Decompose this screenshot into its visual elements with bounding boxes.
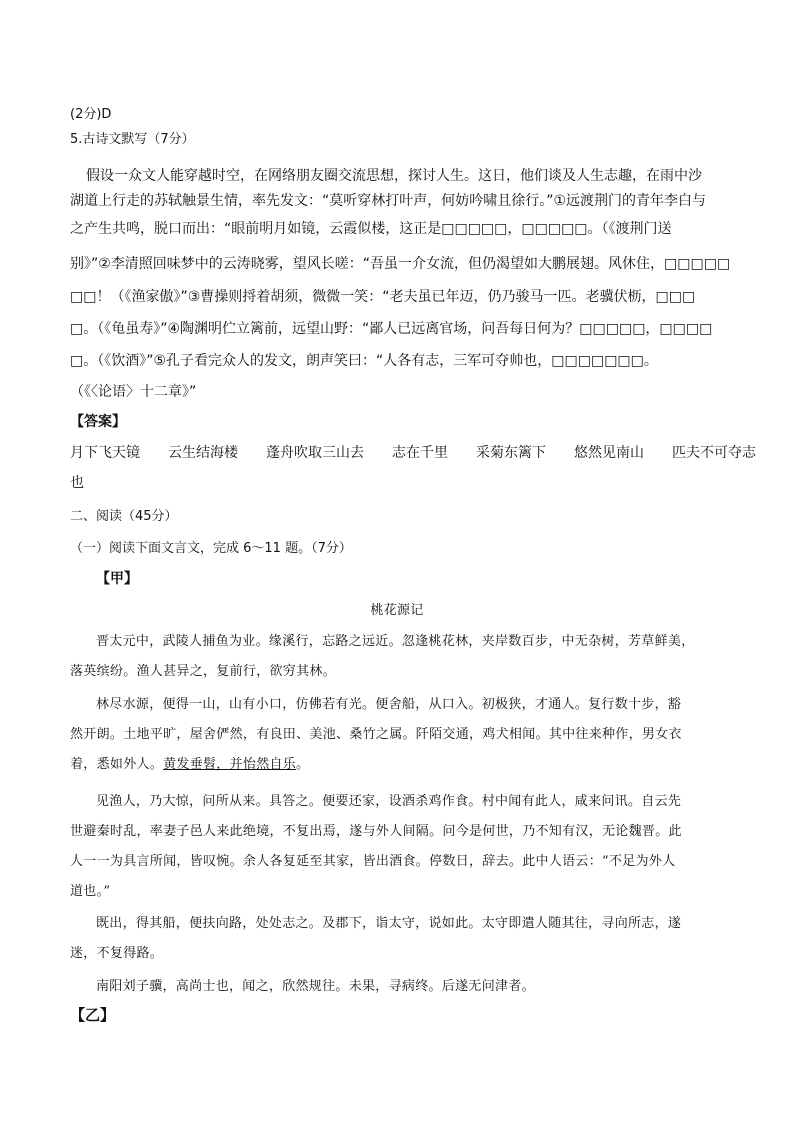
answer-item: 志在千里: [392, 445, 448, 461]
q5-heading: 5.古诗文默写（7分）: [70, 132, 195, 147]
passage-line: 着，悉如外人。黄发垂髫，并怡然自乐。: [70, 757, 310, 772]
q5-line: （《〈论语〉十二章》”: [70, 384, 197, 400]
passage-line: 道也。”: [70, 884, 111, 899]
passage-line: 然开朗。土地平旷，屋舍俨然，有良田、美池、桑竹之属。阡陌交通，鸡犬相闻。其中往来种作，男女衣: [70, 727, 682, 742]
passage-line: 南阳刘子骥，高尚士也，闻之，欣然规往。未果，寻病终。后遂无问津者。: [96, 979, 535, 994]
passage-line: 世避秦时乱，率妻子邑人来此绝境，不复出焉，遂与外人间隔。问今是何世，乃不知有汉，无论魏晋。此: [70, 824, 682, 839]
q5-line: 湖道上行走的苏轼触景生情，率先发文：“莫听穿林打叶声，何妨吟啸且徐行。”①远渡荆门的青年李白与: [70, 193, 707, 209]
answer-tail: 也: [70, 475, 84, 491]
q4-answer: (2分)D: [70, 107, 112, 122]
answer-item: 蓬舟吹取三山去: [266, 445, 364, 461]
q5-line: 之产生共鸣，脱口而出：“眼前明月如镜，云霞似楼，这正是□□□□□，□□□□□。（《渡荆门送: [70, 221, 672, 237]
answer-item: 云生结海楼: [168, 445, 238, 461]
yi-label: 【乙】: [70, 1006, 116, 1024]
q5-line: 别》”②李清照回味梦中的云涛晓雾，望风长嗟：“吾虽一介女流，但仍渴望如大鹏展翅。风休住，□□□□□: [70, 256, 731, 272]
answer-item: 匹夫不可夺志: [672, 445, 756, 461]
q5-line: □□！（《渔家傲》”③曹操则捋着胡须，微微一笑：“老夫虽已年迈，仍乃骏马一匹。老骥伏枥，□□□: [70, 289, 696, 305]
passage-line: 落英缤纷。渔人甚异之，复前行，欲穷其林。: [70, 664, 337, 679]
answer-item: 采菊东篱下: [476, 445, 546, 461]
passage-line: 晋太元中，武陵人捕鱼为业。缘溪行，忘路之远近。忽逢桃花林，夹岸数百步，中无杂树，芳草鲜美，: [96, 634, 695, 649]
section-subheading: （一）阅读下面文言文，完成 6～11 题。（7分）: [70, 541, 352, 556]
jia-label: 【甲】: [96, 571, 138, 587]
passage-line: 迷，不复得路。: [70, 946, 164, 961]
passage-line: 林尽水源，便得一山，山有小口，仿佛若有光。便舍船，从口入。初极狭，才通人。复行数十步，豁: [96, 697, 682, 712]
passage-title: 桃花源记: [370, 603, 424, 618]
underlined-phrase: 黄发垂髫，并怡然自乐: [163, 757, 297, 772]
answer-list: [70, 442, 756, 462]
passage-line: 人一一为具言所闻，皆叹惋。余人各复延至其家，皆出酒食。停数日，辞去。此中人语云：“不足为外人: [70, 854, 676, 869]
q5-line: □。（《龟虽寿》”④陶渊明伫立篱前，远望山野：“鄙人已远离官场，问吾每日何为？□□□□□，□□□□: [70, 321, 713, 337]
passage-line: 见渔人，乃大惊，问所从来。具答之。便要还家，设酒杀鸡作食。村中闻有此人，咸来问讯。自云先: [96, 794, 682, 809]
q5-line: □。（《饮酒》”⑤孔子看完众人的发文，朗声笑曰：“人各有志，三军可夺帅也，□□□□□□□。: [70, 353, 658, 369]
answer-label: 【答案】: [70, 414, 126, 430]
answer-item: 悠然见南山: [574, 445, 644, 461]
answer-item: 月下飞天镜: [70, 445, 140, 461]
q5-line: 假设一众文人能穿越时空，在网络朋友圈交流思想，探讨人生。这日，他们谈及人生志趣，在雨中沙: [86, 168, 702, 184]
passage-line: 既出，得其船，便扶向路，处处志之。及郡下，诣太守，说如此。太守即遣人随其往，寻向所志，遂: [96, 916, 682, 931]
section-heading: 二、阅读（45分）: [70, 509, 178, 524]
